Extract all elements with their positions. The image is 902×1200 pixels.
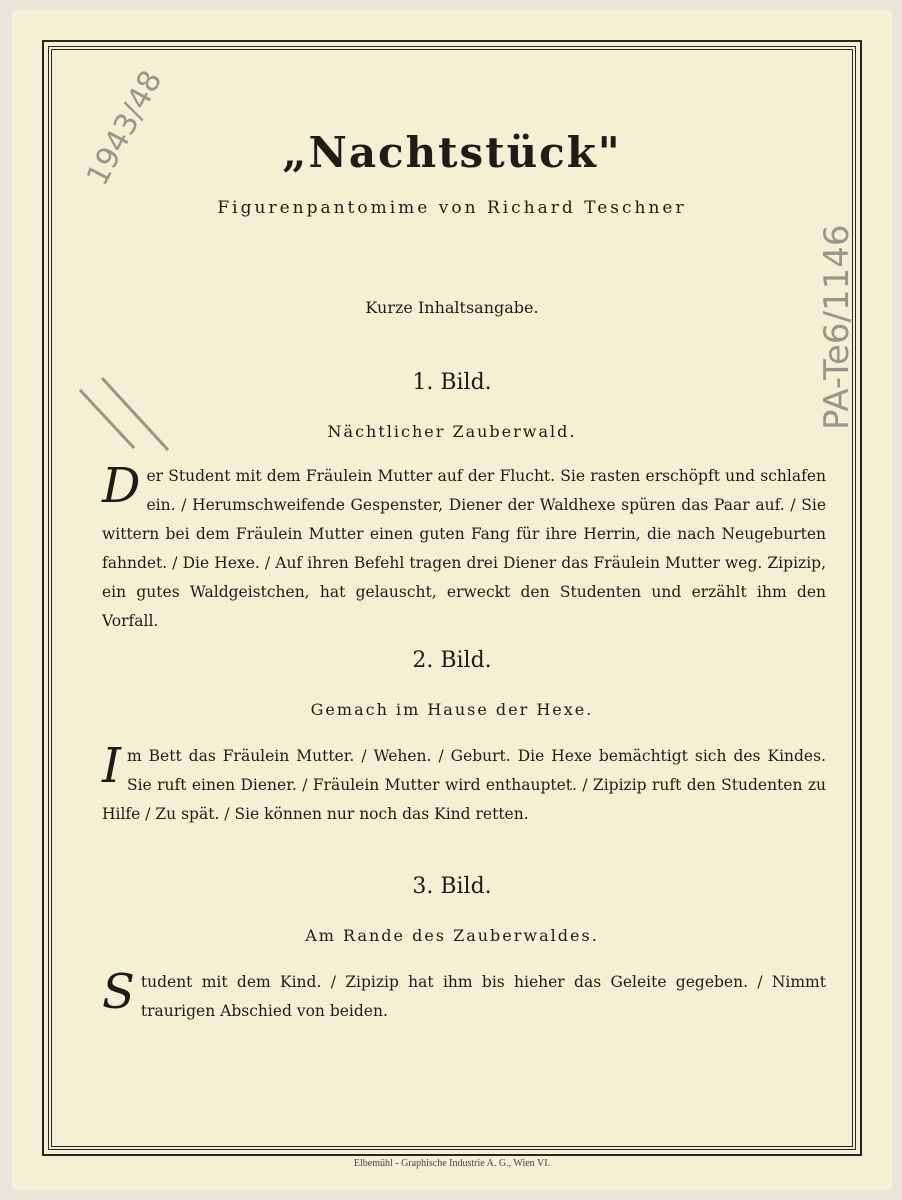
scene-2-body: m Bett das Fräulein Mutter. / Wehen. / Geburt. Die Hexe bemächtigt sich des Kindes. Sie ruft einen Diener. / Fräulein Mutter wird enthauptet. / Zipizip ruft den Studenten zu Hilfe / Zu spät. / Sie können nur noch das Kind retten. <box>102 747 826 823</box>
scene-3-title: Am Rande des Zauberwaldes. <box>305 926 599 945</box>
scene-2-text <box>102 738 826 829</box>
pencil-reference-number: PA-Te6/1146 <box>817 224 857 430</box>
scene-3-number: 3. Bild. <box>412 874 492 899</box>
scene-1-number: 1. Bild. <box>412 370 492 395</box>
scene-1-dropcap: D <box>102 458 141 514</box>
scene-2-title: Gemach im Hause der Hexe. <box>310 700 594 719</box>
page-subtitle: Figurenpantomime von Richard Teschner <box>217 198 687 218</box>
scene-1-title: Nächtlicher Zauberwald. <box>327 422 577 441</box>
scene-1-text <box>102 458 826 636</box>
scene-3-text <box>102 964 826 1026</box>
summary-heading: Kurze Inhaltsangabe. <box>365 298 539 317</box>
scene-2-number: 2. Bild. <box>412 648 492 673</box>
document-sheet <box>12 10 892 1190</box>
scene-1-body: er Student mit dem Fräulein Mutter auf der Flucht. Sie rasten erschöpft und schlafen ein. / Herumschweifende Gespenster, Diener der Waldhexe spüren das Paar auf. / Sie wittern bei dem Fräulein Mutter einen guten Fang für ihre Herrin, die nach Neugeburten fahndet. / Die Hexe. / Auf ihren Befehl tragen drei Diener das Fräulein Mutter weg. Zipizip, ein gutes Waldgeistchen, hat gelauscht, erweckt den Studenten und erzählt ihm den Vorfall. <box>102 467 826 630</box>
scene-2-dropcap: I <box>102 738 121 794</box>
scene-3-dropcap: S <box>102 964 135 1020</box>
printer-imprint: Elbemühl - Graphische Industrie A. G., Wien VI. <box>353 1158 551 1169</box>
page-title: „Nachtstück" <box>282 128 622 177</box>
scene-3-body: tudent mit dem Kind. / Zipizip hat ihm bis hieher das Geleite gegeben. / Nimmt traurigen Abschied von beiden. <box>140 973 826 1020</box>
pencil-inventory-number: 1943/48 <box>80 64 170 192</box>
